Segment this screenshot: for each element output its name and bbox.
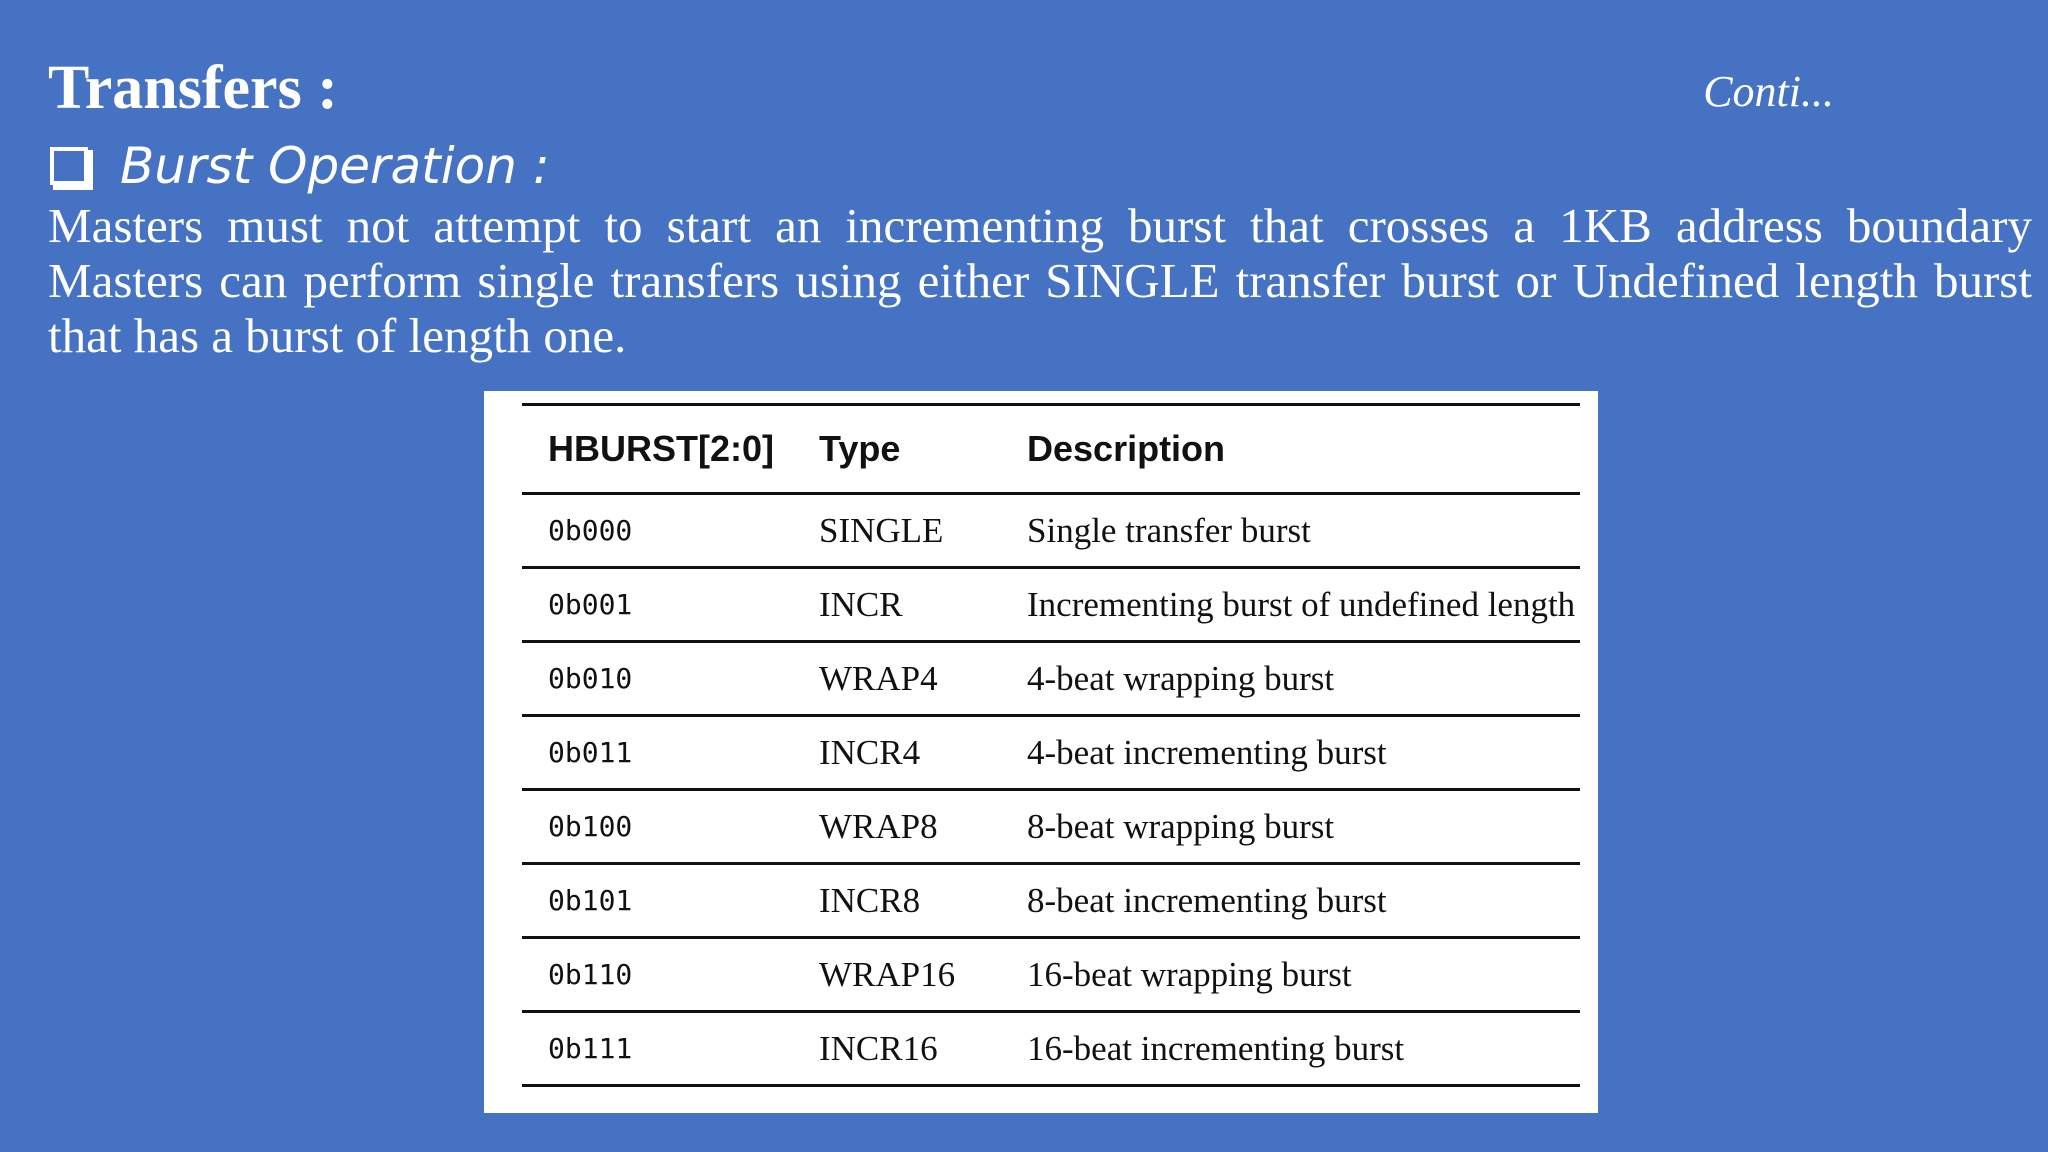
checkbox-icon [50, 147, 88, 185]
cell-type: INCR16 [819, 1028, 938, 1068]
cell-description: Incrementing burst of undefined length [1027, 584, 1576, 624]
cell-code: 0b010 [548, 662, 633, 695]
table-row [522, 938, 1580, 1012]
cell-type: WRAP4 [819, 658, 938, 698]
cell-code: 0b011 [548, 736, 633, 769]
cell-code: 0b111 [548, 1032, 633, 1065]
cell-type: SINGLE [819, 510, 944, 550]
table-header-row [522, 405, 1580, 494]
cell-code: 0b100 [548, 810, 633, 843]
cell-code: 0b110 [548, 958, 633, 991]
table-row [522, 642, 1580, 716]
cell-code: 0b000 [548, 514, 633, 547]
table-row [522, 568, 1580, 642]
cell-type: WRAP16 [819, 954, 956, 994]
table-panel [484, 391, 1598, 1113]
cell-description: 16-beat wrapping burst [1027, 954, 1352, 994]
hburst-table [522, 403, 1580, 1087]
slide-title: Transfers : [48, 54, 338, 122]
cell-description: 8-beat wrapping burst [1027, 806, 1335, 846]
header-type: Type [819, 428, 901, 469]
cell-description: 16-beat incrementing burst [1027, 1028, 1405, 1068]
table-row [522, 716, 1580, 790]
continuation-label: Conti... [1703, 67, 1834, 116]
body-paragraph: Masters must not attempt to start an incrementing burst that crosses a 1KB address boundary Masters can perform single transfers using either SINGLE transfer burst or Undefined length burst that has a burst of length one. [48, 198, 2032, 363]
cell-type: WRAP8 [819, 806, 938, 846]
cell-description: 8-beat incrementing burst [1027, 880, 1387, 920]
cell-type: INCR [819, 584, 903, 624]
cell-description: 4-beat incrementing burst [1027, 732, 1387, 772]
table-row [522, 1012, 1580, 1086]
table-row [522, 864, 1580, 938]
table-row [522, 790, 1580, 864]
cell-type: INCR4 [819, 732, 921, 772]
header-hburst: HBURST[2:0] [548, 428, 775, 469]
cell-code: 0b001 [548, 588, 633, 621]
table-row [522, 494, 1580, 568]
cell-code: 0b101 [548, 884, 633, 917]
subheading-text: Burst Operation : [120, 137, 550, 195]
cell-description: 4-beat wrapping burst [1027, 658, 1335, 698]
cell-type: INCR8 [819, 880, 921, 920]
cell-description: Single transfer burst [1027, 510, 1311, 550]
subheading [50, 128, 550, 204]
header-description: Description [1027, 428, 1226, 469]
